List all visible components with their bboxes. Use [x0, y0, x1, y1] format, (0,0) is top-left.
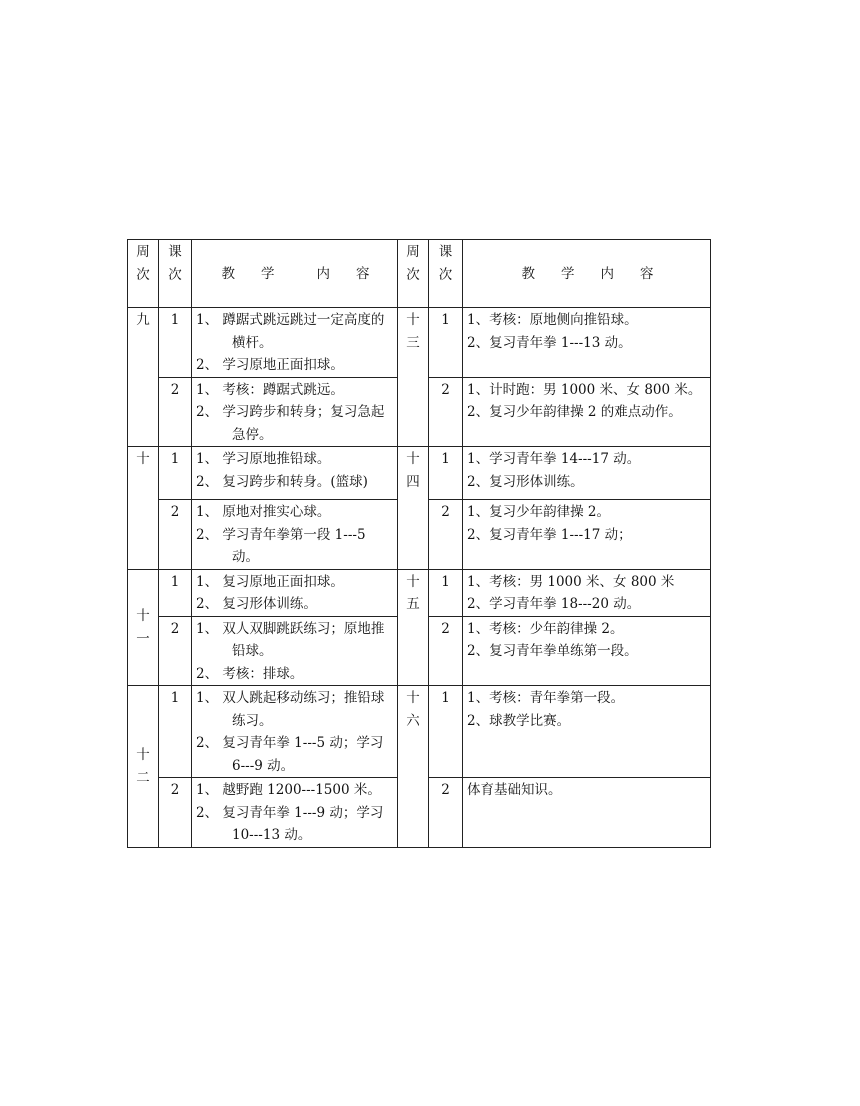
- content-cell: [463, 308, 711, 378]
- header-week-right: 周 次: [398, 240, 429, 308]
- week-cell: 十 六: [398, 686, 429, 848]
- week-cell: 十 二: [128, 686, 159, 848]
- list-item: 2、 复习跨步和转身。(篮球): [196, 473, 368, 490]
- content-cell: [463, 377, 711, 447]
- lesson-num: 2: [429, 500, 463, 570]
- week-cell: 九: [128, 308, 159, 447]
- lesson-num: 2: [159, 616, 192, 686]
- header-week: 周 次: [128, 240, 159, 308]
- header-lesson: 课 次: [159, 240, 192, 308]
- week-cell: 十 五: [398, 569, 429, 686]
- lesson-num: 1: [159, 308, 192, 378]
- list-item: 1、考核：少年韵律操 2。: [467, 620, 624, 637]
- header-content: 教 学 内 容: [192, 240, 398, 308]
- lesson-num: 2: [429, 377, 463, 447]
- list-item: 1、 原地对推实心球。: [196, 504, 331, 520]
- list-item: 2、复习青年拳 1---17 动；: [467, 526, 632, 543]
- list-item: 2、 学习跨步和转身；复习急起急停。: [196, 404, 385, 443]
- list-item: 2、复习青年拳单练第一段。: [467, 643, 638, 659]
- list-item: 1、学习青年拳 14---17 动。: [467, 451, 641, 467]
- week-cell: 十 一: [128, 569, 159, 686]
- list-item: 2、复习少年韵律操 2 的难点动作。: [467, 404, 682, 420]
- list-item: 1、考核：原地侧向推铅球。: [467, 312, 638, 328]
- week-cell: 十 四: [398, 447, 429, 570]
- content-cell: [192, 447, 398, 500]
- list-item: 2、 学习原地正面扣球。: [196, 357, 344, 373]
- list-item: 2、 复习形体训练。: [196, 596, 317, 612]
- week-cell: 十 三: [398, 308, 429, 447]
- list-item: 2、复习形体训练。: [467, 473, 584, 490]
- table-row: [128, 686, 711, 778]
- list-item: 1、计时跑：男 1000 米、女 800 米。: [467, 381, 702, 398]
- table-row: [128, 308, 711, 378]
- lesson-num: 2: [159, 377, 192, 447]
- list-item: 1、 学习原地推铅球。: [196, 451, 331, 467]
- lesson-num: 1: [159, 569, 192, 616]
- content-cell: [192, 377, 398, 447]
- content-cell: [463, 778, 711, 848]
- list-item: 2、球教学比赛。: [467, 712, 571, 729]
- lesson-num: 1: [429, 447, 463, 500]
- list-item: 2、学习青年拳 18---20 动。: [467, 596, 641, 612]
- table-row: [128, 569, 711, 616]
- header-lesson-right: 课 次: [429, 240, 463, 308]
- list-item: 2、 复习青年拳 1---5 动；学习 6---9 动。: [196, 735, 384, 774]
- content-cell: [192, 778, 398, 848]
- list-item: 2、 复习青年拳 1---9 动；学习 10---13 动。: [196, 804, 384, 843]
- list-item: 体育基础知识。: [467, 782, 562, 798]
- content-cell: [463, 616, 711, 686]
- content-cell: [192, 308, 398, 378]
- lesson-num: 1: [429, 686, 463, 778]
- content-cell: [463, 500, 711, 570]
- lesson-num: 2: [429, 616, 463, 686]
- lesson-num: 2: [429, 778, 463, 848]
- list-item: 2、复习青年拳 1---13 动。: [467, 334, 632, 351]
- lesson-num: 1: [159, 447, 192, 500]
- week-cell: 十: [128, 447, 159, 570]
- lesson-num: 2: [159, 778, 192, 848]
- table-row: [128, 447, 711, 500]
- list-item: 1、 双人双脚跳跃练习；原地推铅球。: [196, 620, 385, 659]
- lesson-num: 1: [159, 686, 192, 778]
- content-cell: [463, 447, 711, 500]
- list-item: 1、 越野跑 1200---1500 米。: [196, 782, 381, 798]
- lesson-num: 1: [429, 569, 463, 616]
- list-item: 2、 考核：排球。: [196, 665, 304, 682]
- list-item: 1、 复习原地正面扣球。: [196, 573, 344, 590]
- schedule-table: [127, 239, 711, 848]
- header-row: [128, 240, 711, 308]
- list-item: 1、考核：青年拳第一段。: [467, 690, 625, 706]
- list-item: 1、考核：男 1000 米、女 800 米: [467, 573, 675, 590]
- content-cell: [192, 500, 398, 570]
- list-item: 2、 学习青年拳第一段 1---5 动。: [196, 526, 366, 565]
- list-item: 1、 考核：蹲踞式跳远。: [196, 381, 344, 398]
- content-cell: [463, 569, 711, 616]
- list-item: 1、 蹲踞式跳远跳过一定高度的横杆。: [196, 312, 385, 351]
- content-cell: [192, 616, 398, 686]
- content-cell: [192, 569, 398, 616]
- lesson-num: 1: [429, 308, 463, 378]
- list-item: 1、复习少年韵律操 2。: [467, 504, 610, 520]
- header-content-right: 教 学 内 容: [463, 240, 711, 308]
- list-item: 1、 双人跳起移动练习；推铅球练习。: [196, 690, 385, 729]
- content-cell: [463, 686, 711, 778]
- content-cell: [192, 686, 398, 778]
- lesson-num: 2: [159, 500, 192, 570]
